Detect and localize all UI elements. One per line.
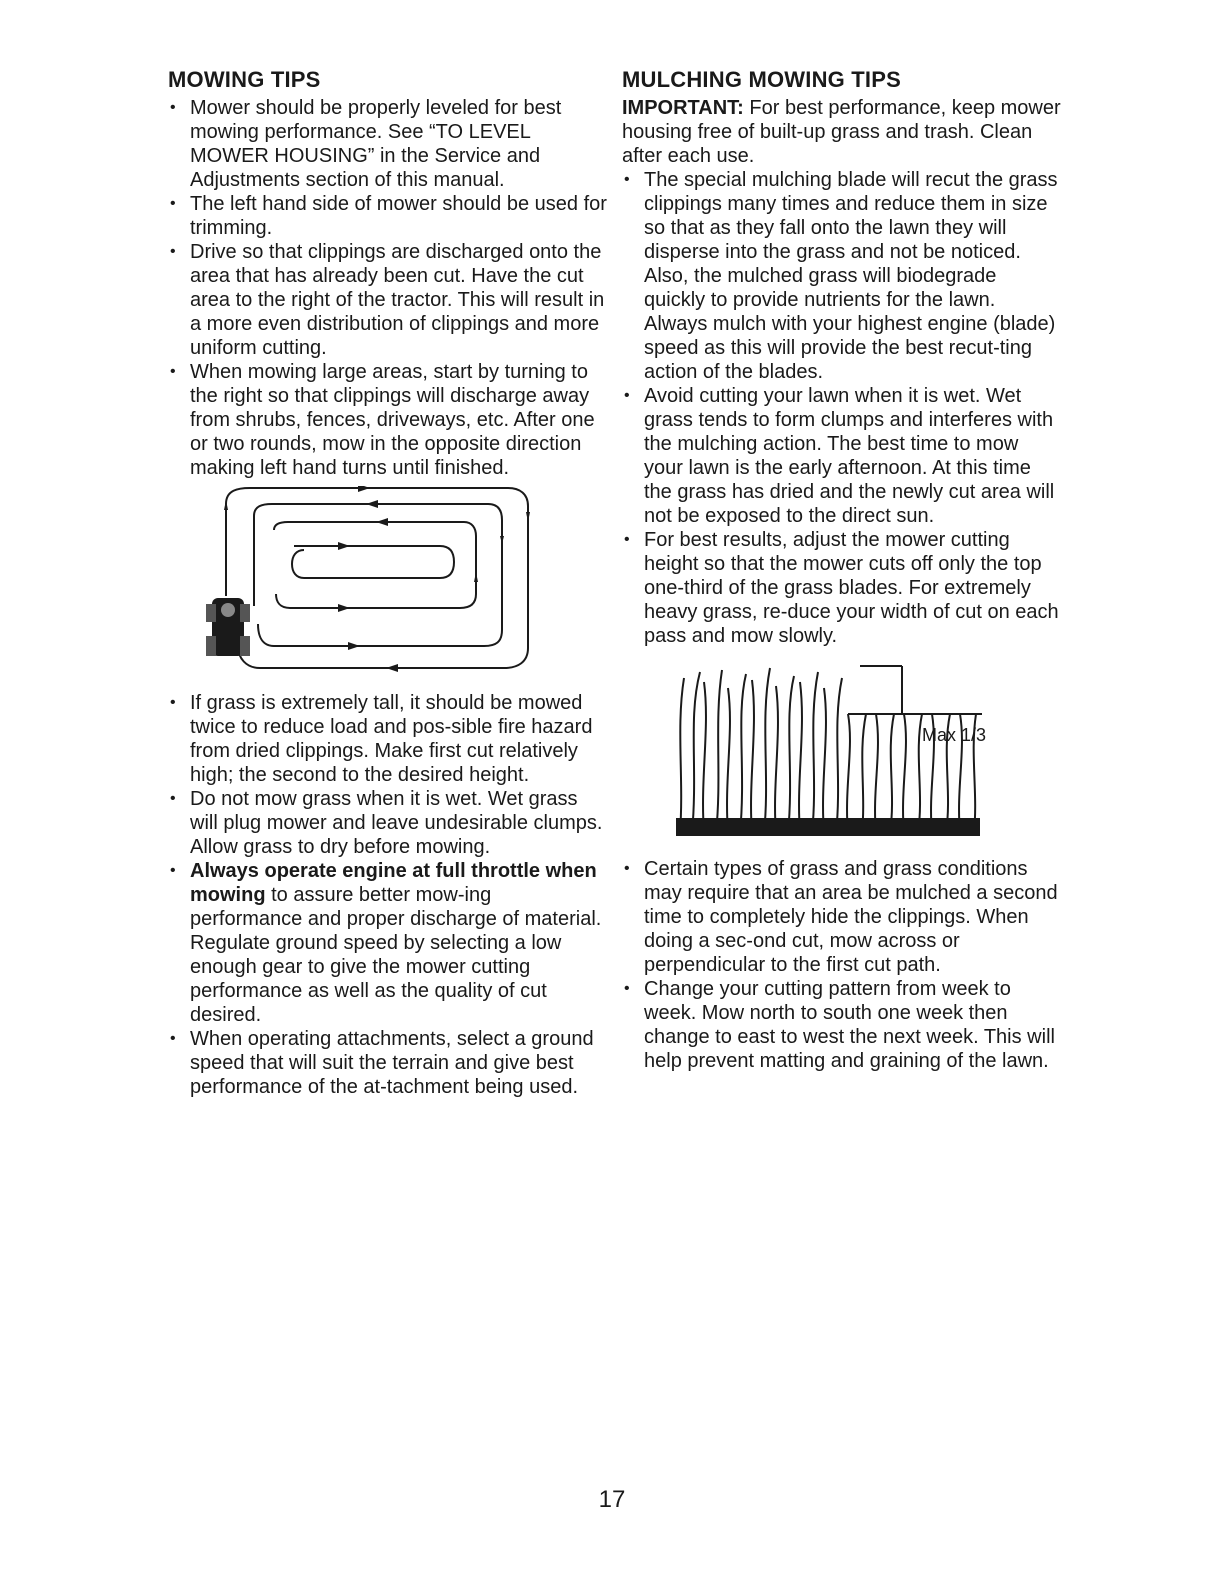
mowing-tips-heading: MOWING TIPS <box>168 67 321 92</box>
mowing-tips-list <box>168 96 608 480</box>
mulching-tips-heading: MULCHING MOWING TIPS <box>622 67 901 92</box>
list-item: • For best results, adjust the mower cutting height so that the mower cuts off only the top one-third of the grass blades. For extremely heavy grass, re-duce your width of cut on each pass and mow slowly. <box>622 528 1062 648</box>
list-item: • Mower should be properly leveled for best mowing performance. See “TO LEVEL MOWER HOUSING” in the Service and Adjustments section of this manual. <box>168 96 608 192</box>
arrow-icon <box>386 664 398 672</box>
list-item <box>168 859 608 1027</box>
list-item: • Change your cutting pattern from week to week. Mow north to south one week then change to east to west the next week. This will help prevent matting and graining of the lawn. <box>622 977 1062 1073</box>
list-item: • The special mulching blade will recut the grass clippings many times and reduce them in size so that as they fall onto the lawn they will disperse into the grass and not be noticed. Also, the mulched grass will biodegrade quickly to provide nutrients for the lawn. Always mulch with your highest engine (blade) speed as this will provide the best recut-ting action of the blades. <box>622 168 1062 384</box>
important-text: For best performance, keep mower housing free of built-up grass and trash. Clean after each use. <box>622 97 1061 167</box>
mulching-tips-section <box>622 66 1062 1073</box>
important-label: IMPORTANT: <box>622 97 744 119</box>
path-2 <box>254 504 502 646</box>
list-item: • Certain types of grass and grass conditions may require that an area be mulched a second time to completely hide the clippings. When doing a sec-ond cut, mow across or perpendicular to the first cut path. <box>622 857 1062 977</box>
arrow-icon <box>338 542 350 550</box>
important-note <box>622 96 1062 168</box>
tractor-icon <box>206 598 250 656</box>
mowing-tips-section <box>168 66 608 1099</box>
path-inner <box>292 546 454 578</box>
mulching-tips-list-continued <box>622 857 1062 1073</box>
grass-height-diagram <box>670 658 990 838</box>
list-item: • When operating attachments, select a ground speed that will suit the terrain and give best performance of the at-tachment being used. <box>168 1027 608 1099</box>
throttle-bold-text: Always operate engine at full throttle when mowing <box>190 860 597 906</box>
arrow-icon <box>526 512 530 522</box>
arrow-icon <box>224 500 228 510</box>
mowing-tips-list-continued <box>168 691 608 1099</box>
mowing-pattern-diagram <box>198 486 538 672</box>
list-item: • Drive so that clippings are discharged onto the area that has already been cut. Have the cut area to the right of the tractor. This will result in a more even distribution of clippings and more uniform cutting. <box>168 240 608 360</box>
max-third-label: Max 1/3 <box>922 725 987 745</box>
list-item: • When mowing large areas, start by turning to the right so that clippings will discharge away from shrubs, fences, driveways, etc. After one or two rounds, mow in the opposite direction making left hand turns until finished. <box>168 360 608 480</box>
arrow-icon <box>376 518 388 526</box>
list-item: • Do not mow grass when it is wet. Wet grass will plug mower and leave undesirable clumps. Allow grass to dry before mowing. <box>168 787 608 859</box>
mulching-tips-list <box>622 168 1062 648</box>
list-item: • The left hand side of mower should be used for trimming. <box>168 192 608 240</box>
grass-base <box>676 818 980 836</box>
list-item: • Avoid cutting your lawn when it is wet. Wet grass tends to form clumps and interferes with the mulching action. The best time to mow your lawn is the early afternoon. At this time the grass has dried and the newly cut area will not be exposed to the direct sun. <box>622 384 1062 528</box>
arrow-icon <box>338 604 350 612</box>
arrow-icon <box>500 536 504 544</box>
throttle-text: to assure better mow-ing performance and proper discharge of material. Regulate ground speed by selecting a low enough gear to give the mower cutting performance as well as the quality of cut desired. <box>190 884 602 1026</box>
list-item: • If grass is extremely tall, it should be mowed twice to reduce load and pos-sible fire hazard from dried clippings. Make first cut relatively high; the second to the desired height. <box>168 691 608 787</box>
arrow-icon <box>366 500 378 508</box>
arrow-icon <box>474 572 478 582</box>
arrow-icon <box>348 642 360 650</box>
grass-illustration <box>680 668 976 833</box>
page-number: 17 <box>598 1486 626 1513</box>
path-3 <box>274 522 476 608</box>
